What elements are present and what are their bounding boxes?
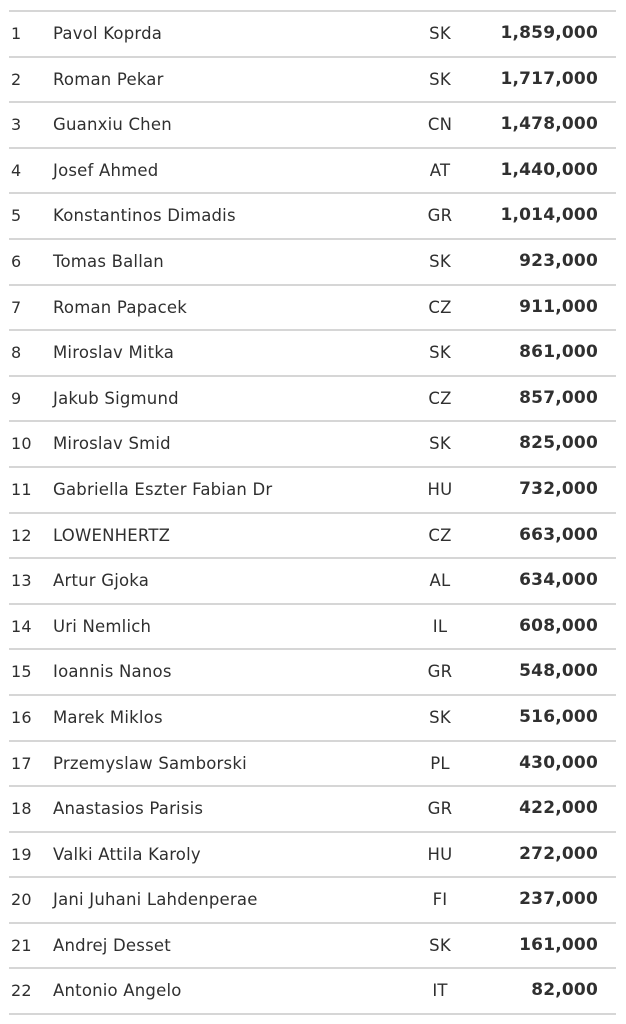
winnings-amount: 1,440,000 (500, 159, 598, 180)
rank-cell: 9 (11, 388, 22, 408)
table-row (9, 377, 616, 423)
player-name: Guanxiu Chen (53, 115, 172, 135)
table-row (9, 468, 616, 514)
country-code: CZ (428, 525, 452, 545)
rank-cell: 20 (11, 890, 32, 910)
player-name: Jakub Sigmund (53, 388, 179, 408)
country-code: HU (427, 844, 453, 864)
winnings-amount: 237,000 (519, 889, 598, 910)
winnings-amount: 516,000 (519, 706, 598, 727)
player-name: Pavol Koprda (53, 24, 163, 43)
table-row (9, 103, 616, 149)
country-code: GR (427, 206, 453, 226)
winnings-amount: 422,000 (519, 798, 598, 819)
country-code: FI (432, 890, 448, 910)
table-row (9, 696, 616, 742)
table-row (9, 514, 616, 560)
country-code: SK (429, 935, 451, 955)
player-name: Miroslav Smid (53, 434, 171, 454)
country-code: AT (429, 160, 451, 180)
country-code: GR (427, 799, 453, 819)
rank-cell: 8 (11, 343, 22, 363)
country-code: IT (432, 981, 448, 1001)
rank-cell: 22 (11, 981, 32, 1001)
player-name: Josef Ahmed (53, 160, 159, 180)
country-code: HU (427, 479, 453, 499)
winnings-amount: 923,000 (519, 250, 598, 271)
table-row (9, 833, 616, 879)
table-row (9, 194, 616, 240)
player-name: Anastasios Parisis (53, 799, 204, 819)
winnings-amount: 161,000 (519, 934, 598, 955)
table-row (9, 240, 616, 286)
rank-cell: 1 (11, 24, 22, 43)
player-name: Valki Attila Karoly (53, 844, 201, 864)
table-row (9, 559, 616, 605)
player-name: Antonio Angelo (53, 981, 182, 1001)
country-code: SK (429, 707, 451, 727)
winnings-amount: 861,000 (519, 342, 598, 363)
country-code: SK (429, 343, 451, 363)
rank-cell: 6 (11, 251, 22, 271)
table-row (9, 12, 616, 58)
player-name: Andrej Desset (53, 935, 171, 955)
country-code: CN (427, 115, 453, 135)
winnings-amount: 548,000 (519, 661, 598, 682)
player-name: Uri Nemlich (53, 616, 152, 636)
rank-cell: 14 (11, 616, 32, 636)
winnings-amount: 608,000 (519, 615, 598, 636)
rank-cell: 11 (11, 479, 32, 499)
player-name: Przemyslaw Samborski (53, 753, 247, 773)
winnings-amount: 1,014,000 (500, 205, 598, 226)
rank-cell: 13 (11, 571, 32, 591)
country-code: AL (429, 571, 451, 591)
winnings-amount: 825,000 (519, 433, 598, 454)
rank-cell: 16 (11, 707, 32, 727)
table-row (9, 286, 616, 332)
winnings-amount: 663,000 (519, 524, 598, 545)
winnings-amount: 911,000 (519, 296, 598, 317)
player-name: Tomas Ballan (53, 251, 164, 271)
country-code: SK (429, 69, 451, 89)
player-name: Jani Juhani Lahdenperae (53, 890, 258, 910)
rank-cell: 21 (11, 935, 32, 955)
table-row (9, 149, 616, 195)
table-row (9, 650, 616, 696)
rank-cell: 19 (11, 844, 32, 864)
table-row (9, 878, 616, 924)
player-name: Konstantinos Dimadis (53, 206, 236, 226)
rank-cell: 7 (11, 297, 22, 317)
rank-cell: 5 (11, 206, 22, 226)
country-code: IL (432, 616, 448, 636)
rank-cell: 4 (11, 160, 22, 180)
winnings-amount: 732,000 (519, 478, 598, 499)
rank-cell: 17 (11, 753, 32, 773)
winnings-amount: 82,000 (531, 980, 598, 1001)
country-code: GR (427, 662, 453, 682)
table-row (9, 924, 616, 970)
rank-cell: 15 (11, 662, 32, 682)
player-name: Artur Gjoka (53, 571, 150, 591)
table-row (9, 605, 616, 651)
country-code: SK (429, 251, 451, 271)
country-code: SK (429, 24, 451, 43)
player-name: Miroslav Mitka (53, 343, 175, 363)
country-code: PL (430, 753, 450, 773)
rank-cell: 18 (11, 799, 32, 819)
player-name: Ioannis Nanos (53, 662, 172, 682)
winnings-amount: 430,000 (519, 752, 598, 773)
rank-cell: 12 (11, 525, 32, 545)
winnings-amount: 857,000 (519, 387, 598, 408)
rank-cell: 3 (11, 115, 22, 135)
player-name: Marek Miklos (53, 707, 163, 727)
table-row (9, 331, 616, 377)
rank-cell: 10 (11, 434, 32, 454)
player-name: LOWENHERTZ (53, 525, 171, 545)
winnings-amount: 634,000 (519, 570, 598, 591)
table-row (9, 422, 616, 468)
leaderboard-table (9, 10, 616, 1015)
table-row (9, 58, 616, 104)
table-row (9, 787, 616, 833)
winnings-amount: 272,000 (519, 843, 598, 864)
player-name: Roman Pekar (53, 69, 164, 89)
winnings-amount: 1,859,000 (500, 23, 598, 43)
country-code: SK (429, 434, 451, 454)
player-name: Gabriella Eszter Fabian Dr (53, 479, 273, 499)
rank-cell: 2 (11, 69, 22, 89)
table-row (9, 969, 616, 1015)
country-code: CZ (428, 388, 452, 408)
winnings-amount: 1,478,000 (500, 114, 598, 135)
winnings-amount: 1,717,000 (500, 68, 598, 89)
player-name: Roman Papacek (53, 297, 187, 317)
country-code: CZ (428, 297, 452, 317)
table-row (9, 742, 616, 788)
